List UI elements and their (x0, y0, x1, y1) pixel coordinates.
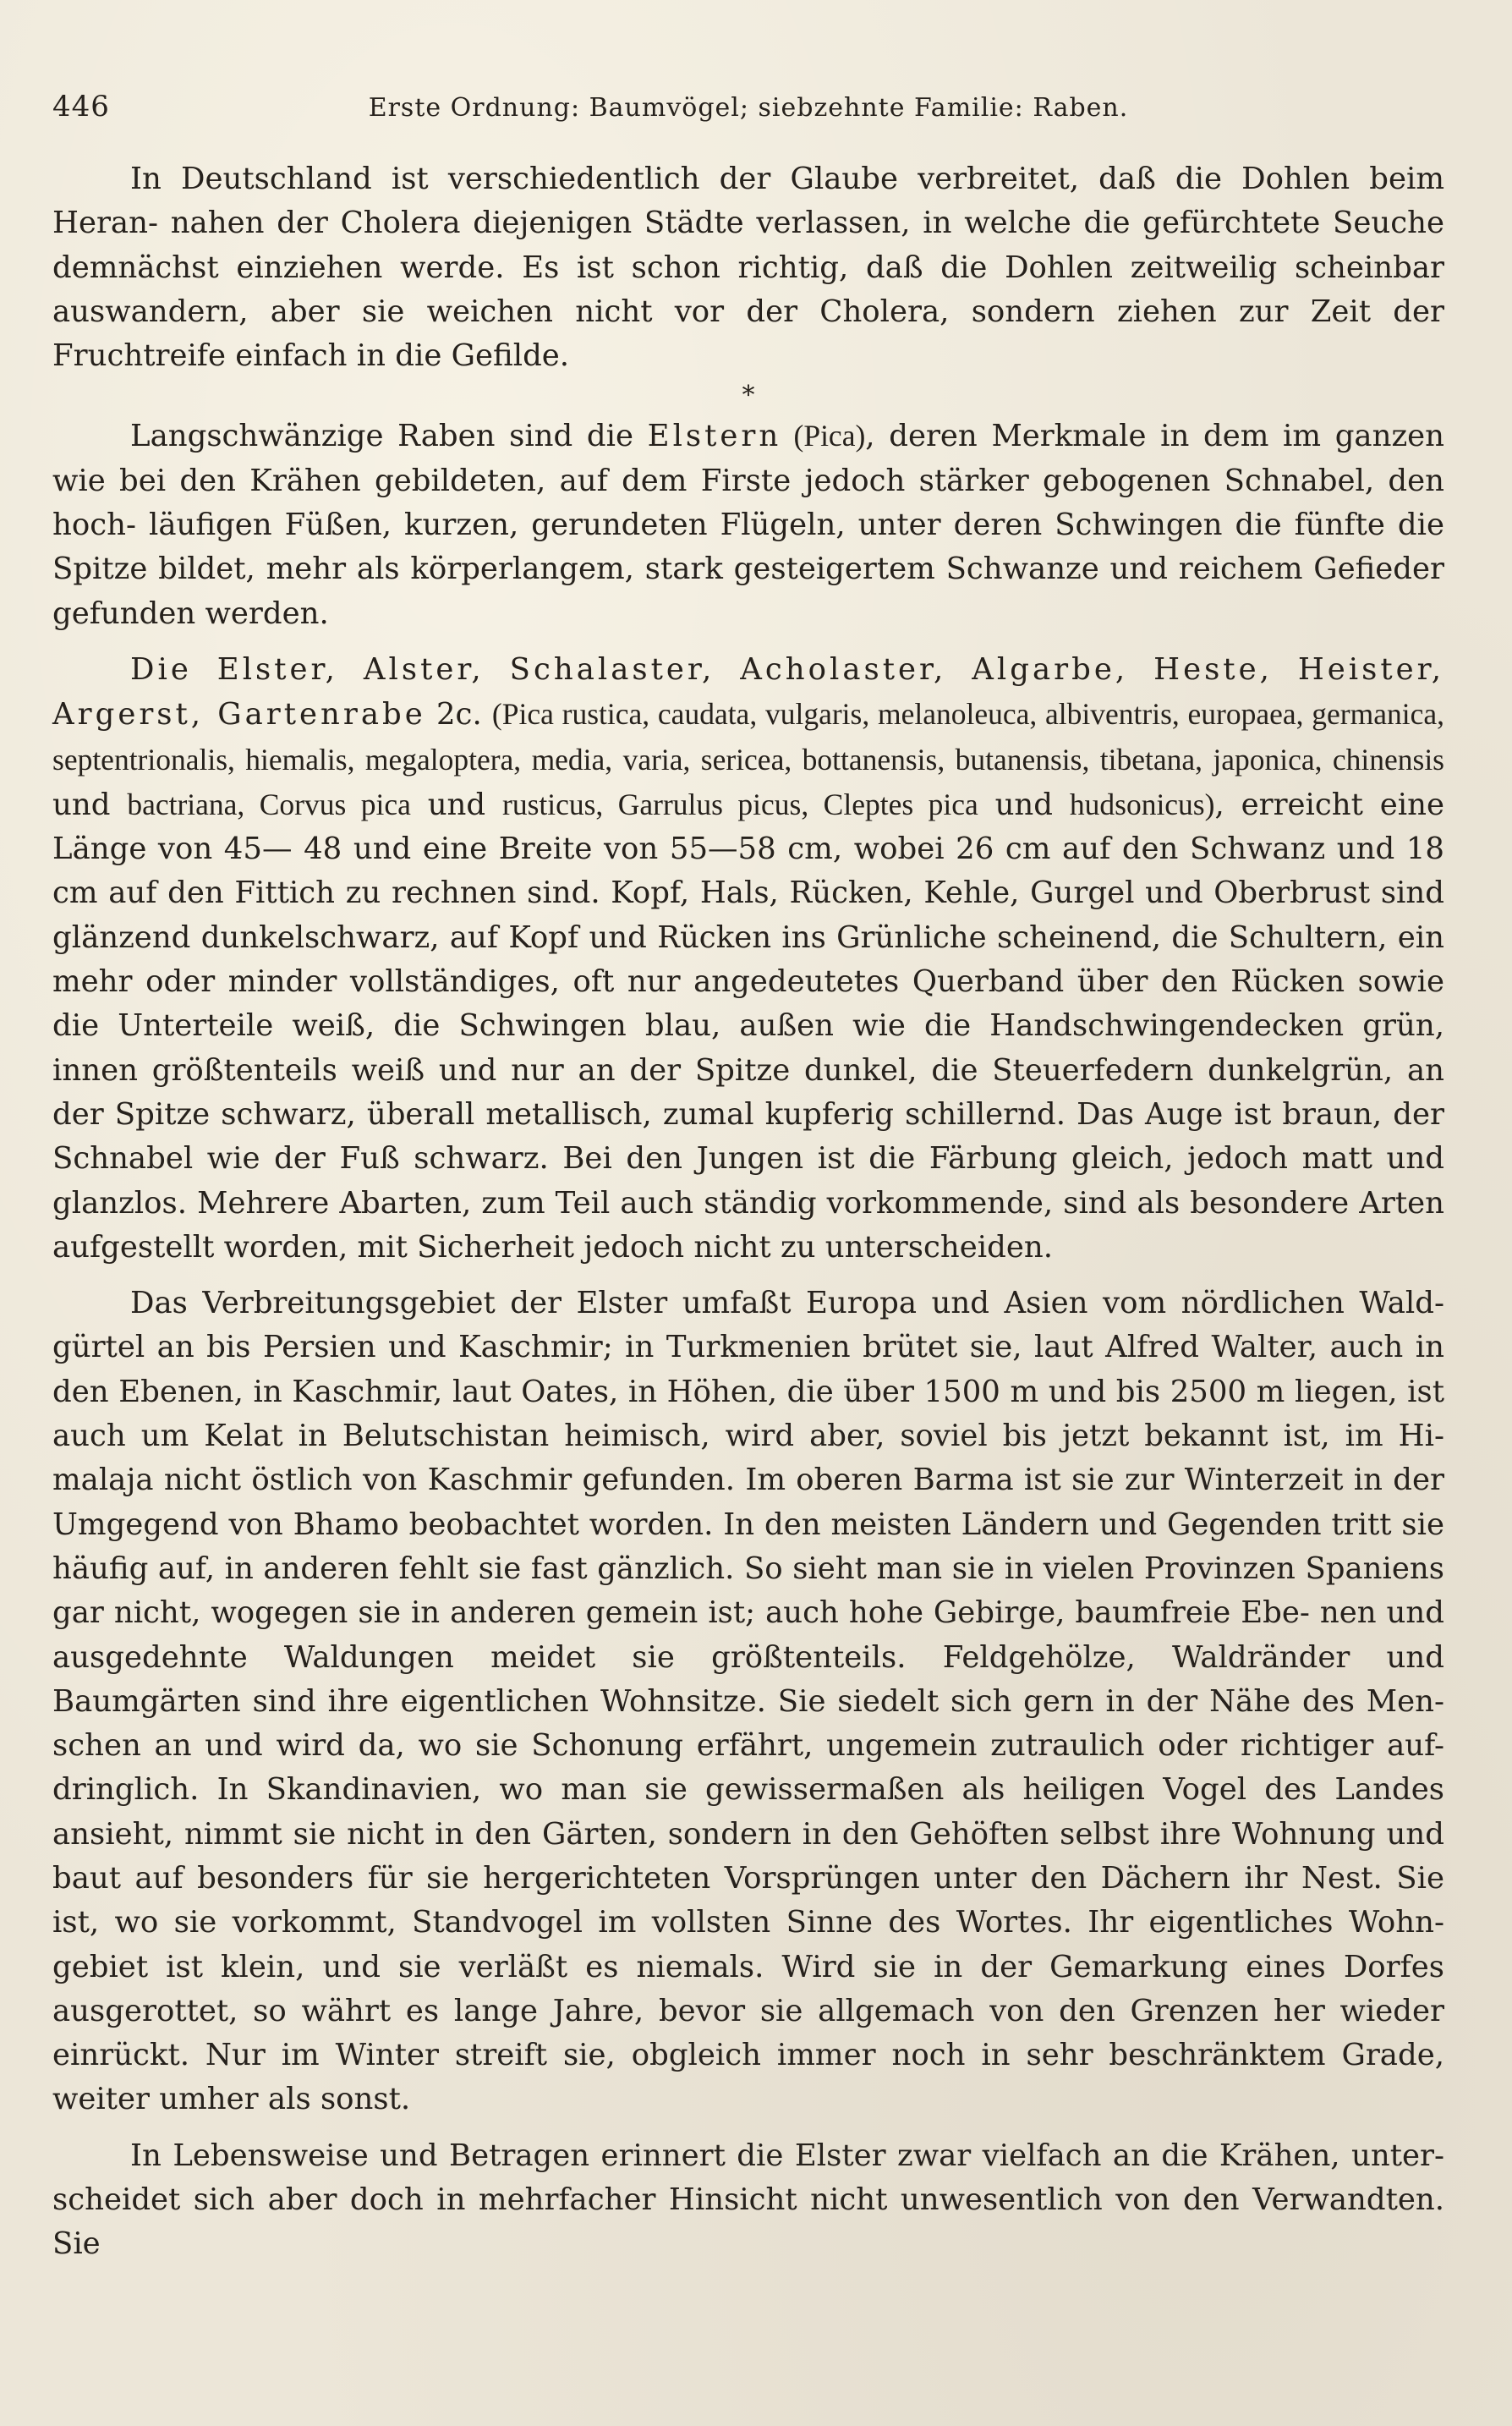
text-segment: , deren Merkmale in dem im ganzen wie bei den Krähen gebildeten, auf dem Firste jedoch stärker gebogenen Schnabel, den hoch- läufigen Füßen, kurzen, gerundeten Flügeln, unter deren Schwingen die fünfte die Spitze bildet, mehr als körperlangem, stark gesteigertem Schwanze und reichem Gefieder gefunden werden. (52, 419, 1445, 631)
page-number: 446 (52, 90, 110, 123)
spaced-common-names: Die Elster, Alster, Schalaster, Acholaster, Algarbe, Heste, Heister, Argerst, Gartenrabe (52, 651, 1444, 733)
text-segment: und (410, 787, 502, 822)
running-head: Erste Ordnung: Baumvögel; siebzehnte Familie: Raben. (368, 93, 1129, 123)
latin-name: (Pica) (781, 419, 866, 453)
text-segment: und (52, 787, 128, 822)
text-segment: , erreicht eine Länge von 45— 48 und eine Breite von 55—58 cm, wobei 26 cm auf den Schwanz und 18 cm auf den Fittich zu rechnen sind. Kopf, Hals, Rücken, Kehle, Gurgel und Oberbrust sind glänzend dunkelschwarz, auf Kopf und Rücken ins Grünliche scheinend, die Schultern, ein mehr oder minder vollständiges, oft nur angedeutetes Querband über den Rücken sowie die Unterteile weiß, die Schwingen blau, außen wie die Handschwingendecken grün, innen größtenteils weiß und nur an der Spitze dunkel, die Steuerfedern dunkelgrün, an der Spitze schwarz, überall metallisch, zumal kupferig schillernd. Das Auge ist braun, der Schnabel wie der Fuß schwarz. Bei den Jungen ist die Färbung gleich, jedoch matt und glanzlos. Mehrere Abarten, zum Teil auch ständig vorkommende, sind als besondere Arten aufgestellt worden, mit Sicherheit jedoch nicht zu unterscheiden. (52, 787, 1444, 1265)
paragraph-elster-description (52, 648, 1444, 1270)
latin-synonyms: rusticus, Garrulus picus, Cleptes pica (502, 787, 978, 821)
body-text (52, 157, 1444, 2267)
page-header (52, 85, 1444, 135)
latin-synonyms: (Pica rustica, caudata, vulgaris, melanoleuca, albiventris, europaea, germanica, septentrionalis, hiemalis, megaloptera, media, varia, sericea, bottanensis, butanensis, tibetana, japonica, chinensis (52, 697, 1444, 777)
text-segment: und (978, 787, 1070, 822)
text-segment: 2c. (425, 697, 492, 733)
paragraph-dohlen: In Deutschland ist verschiedentlich der Glaube verbreitet, daß die Dohlen beim Heran- nahen der Cholera diejenigen Städte verlassen, in welche die gefürchtete Seuche demnächst einziehen werde. Es ist schon richtig, daß die Dohlen zeitweilig scheinbar auswandern, aber sie weichen nicht vor der Cholera, sondern ziehen zur Zeit der Fruchtreife einfach in die Gefilde. (52, 162, 1444, 374)
paragraph-elstern-intro (52, 414, 1444, 635)
spaced-term-elstern: Elstern (647, 419, 782, 454)
paragraph-verbreitung: Das Verbreitungsgebiet der Elster umfaßt Europa und Asien vom nördlichen Wald- gürtel an bis Persien und Kaschmir; in Turkmenien brütet sie, laut Alfred Walter, auch in den Ebenen, in Kaschmir, laut Oates, in Höhen, die über 1500 m und bis 2500 m liegen, ist auch um Kelat in Belutschistan heimisch, wird aber, soviel bis jetzt bekannt ist, im Hi- malaja nicht östlich von Kaschmir gefunden. Im oberen Barma ist sie zur Winterzeit in der Umgegend von Bhamo beobachtet worden. In den meisten Ländern und Gegenden tritt sie häufig auf, in anderen fehlt sie fast gänzlich. So sieht man sie in vielen Provinzen Spaniens gar nicht, wogegen sie in anderen gemein ist; auch hohe Gebirge, baumfreie Ebe- nen und ausgedehnte Waldungen meidet sie größtenteils. Feldgehölze, Waldränder und Baumgärten sind ihre eigentlichen Wohnsitze. Sie siedelt sich gern in der Nähe des Men- schen an und wird da, wo sie Schonung erfährt, ungemein zutraulich oder richtiger auf- dringlich. In Skandinavien, wo man sie gewissermaßen als heiligen Vogel des Landes ansieht, nimmt sie nicht in den Gärten, sondern in den Gehöften selbst ihre Wohnung und baut auf besonders für sie hergerichteten Vorsprüngen unter den Dächern ihr Nest. Sie ist, wo sie vorkommt, Standvogel im vollsten Sinne des Wortes. Ihr eigentliches Wohn- gebiet ist klein, und sie verläßt es niemals. Wird sie in der Gemarkung eines Dorfes ausgerottet, so währt es lange Jahre, bevor sie allgemach von den Grenzen her wieder einrückt. Nur im Winter streift sie, obgleich immer noch in sehr beschränktem Grade, weiter umher als sonst. (52, 1286, 1444, 2117)
latin-synonyms: hudsonicus) (1069, 787, 1215, 821)
latin-synonyms: bactriana, Corvus pica (127, 787, 411, 821)
text-segment: Langschwänzige Raben sind die (130, 419, 648, 454)
paragraph-lebensweise: In Lebensweise und Betragen erinnert die Elster zwar vielfach an die Krähen, unter- scheidet sich aber doch in mehrfacher Hinsicht nicht unwesentlich von den Verwandten. Sie (52, 2138, 1444, 2262)
section-divider-asterisk: * (742, 381, 755, 411)
